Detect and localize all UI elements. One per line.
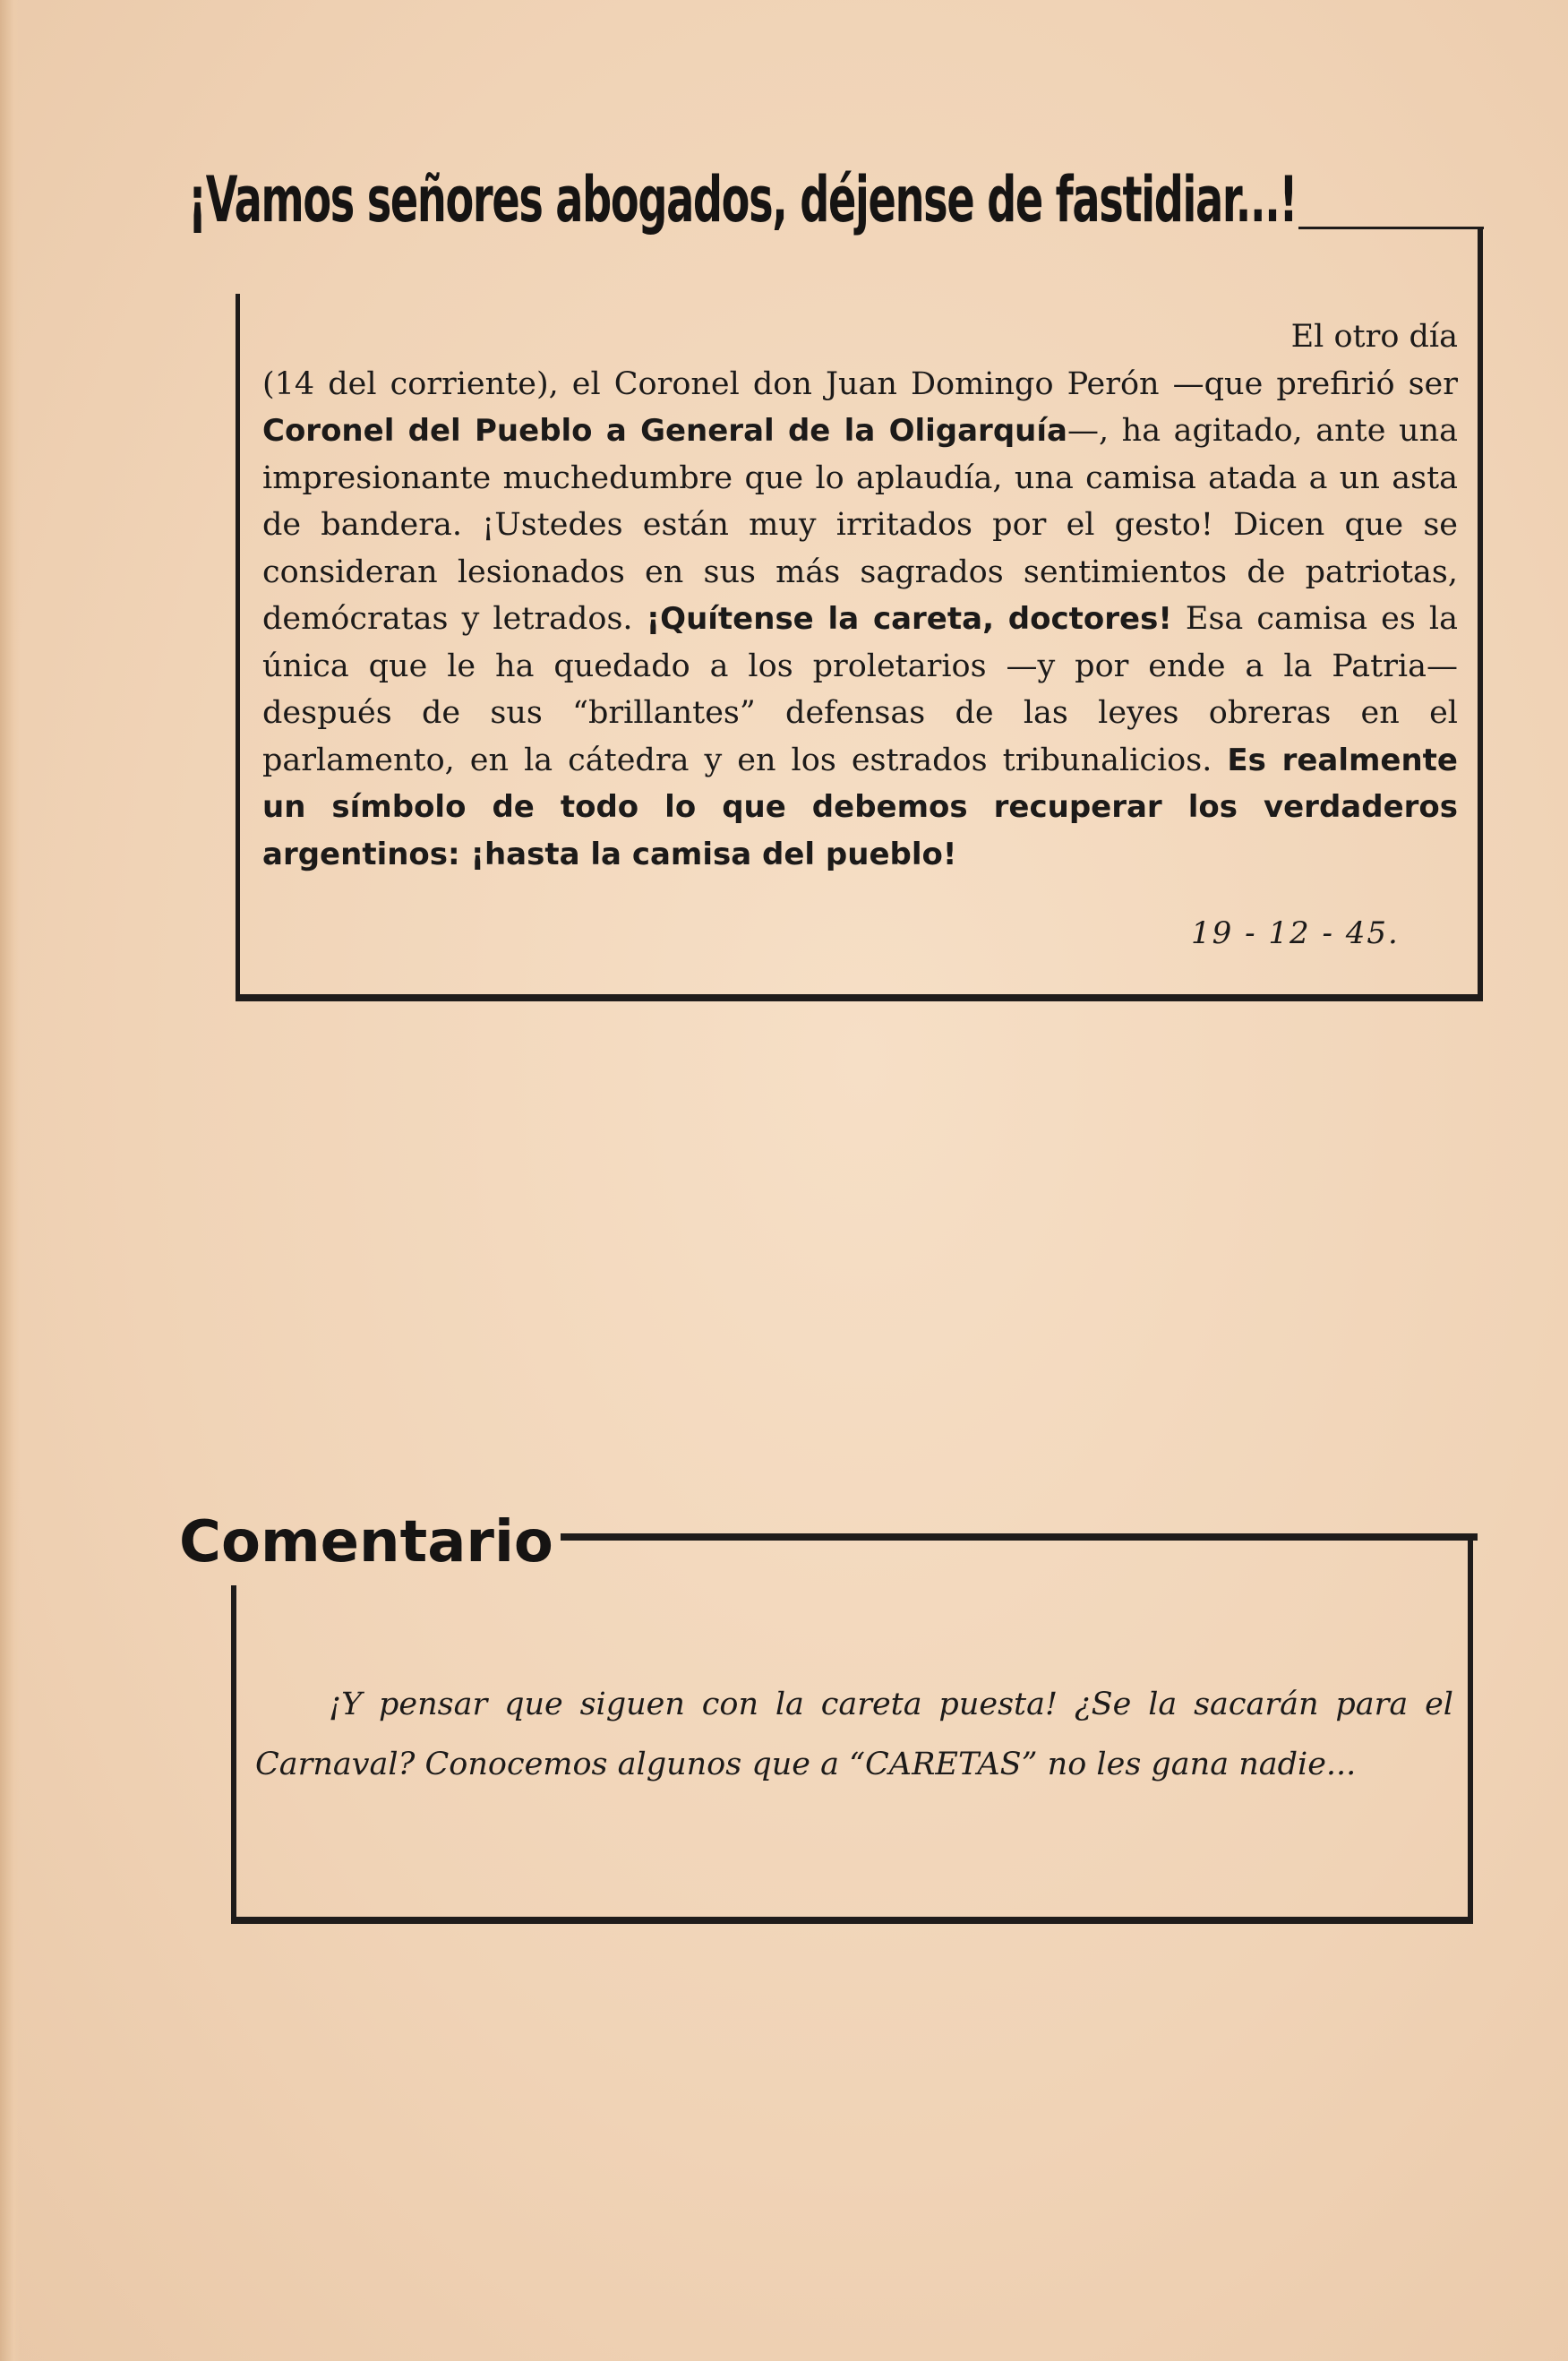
comment-box-right-border bbox=[1468, 1533, 1473, 1917]
page-spine-edge bbox=[0, 0, 20, 2361]
article-segment: —, ha agitado, ante una impresionante muchedumbre que lo aplaudía, una camisa atada a un asta de bandera. ¡Ustedes están muy irritados por el gesto! Dicen que se consideran lesionados en sus más sagrados sentimientos de patriotas, demócratas y letrados. bbox=[262, 413, 1458, 637]
article-body bbox=[262, 313, 1458, 878]
article-headline: ¡Vamos señores abogados, déjense de fastidiar...! bbox=[188, 163, 1298, 236]
article-segment-bold: Coronel del Pueblo a General de la Oligarquía bbox=[262, 413, 1067, 449]
article-date: 19 - 12 - 45. bbox=[1191, 915, 1400, 951]
article-segment-bold: ¡Quítense la careta, doctores! bbox=[646, 601, 1172, 637]
article-box-right-border bbox=[1478, 227, 1483, 999]
comment-heading-rule bbox=[561, 1533, 1478, 1541]
article-segment: Esa camisa es la única que le ha quedado a los proletarios —y por ende a la Patria— después de sus “brillantes” defensas de las leyes obreras en el parlamento, en la cátedra y en los estrados tribunalicios. bbox=[262, 601, 1458, 778]
comment-box-left-border bbox=[231, 1585, 236, 1917]
article-segment: (14 del corriente), el Coronel don Juan Domingo Perón —que prefirió ser bbox=[262, 365, 1458, 402]
comment-heading: Comentario bbox=[179, 1509, 553, 1575]
article-segment-bold: Es realmente un símbolo de todo lo que debemos recuperar los verdaderos argentinos: ¡hasta la camisa del pueblo! bbox=[262, 742, 1458, 872]
comment-box-bottom-border bbox=[231, 1917, 1473, 1924]
headline-rule bbox=[1298, 227, 1484, 229]
article-opener: El otro día bbox=[1290, 319, 1458, 355]
article-box-left-border bbox=[236, 294, 240, 994]
comment-body: ¡Y pensar que siguen con la careta puesta! ¿Se la sacarán para el Carnaval? Conocemos algunos que a “CARETAS” no les gana nadie... bbox=[255, 1687, 1453, 1782]
article-box-bottom-border bbox=[236, 994, 1483, 1001]
